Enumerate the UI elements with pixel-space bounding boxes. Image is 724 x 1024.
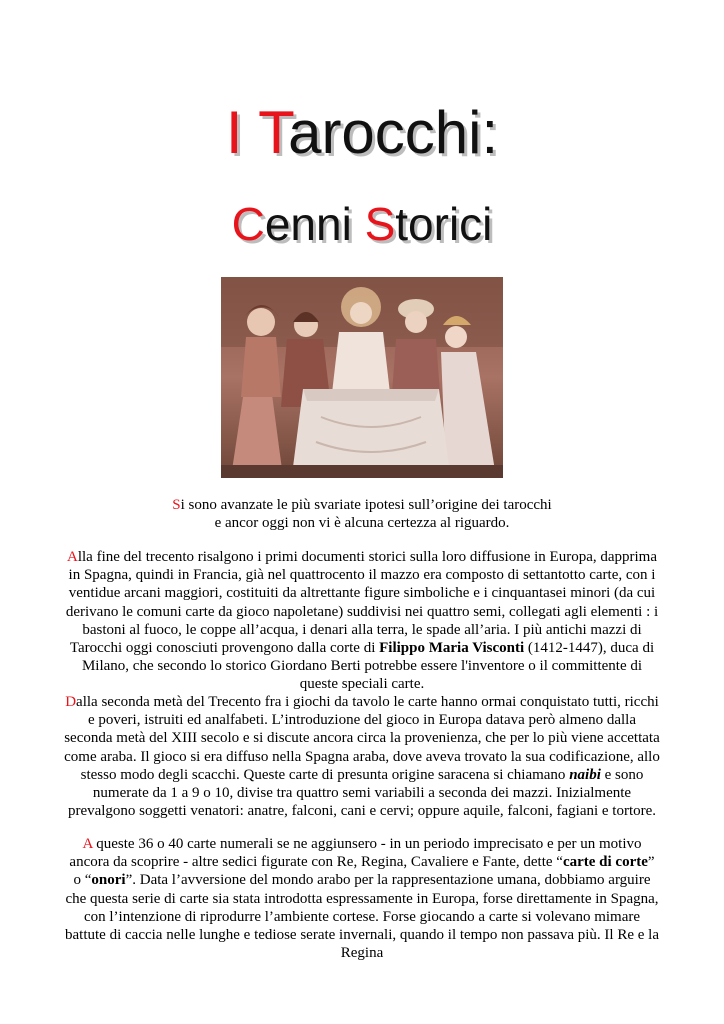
title-space <box>242 99 258 166</box>
drop-initial: S <box>172 497 181 513</box>
bold-term: carte di corte <box>562 854 648 871</box>
title-initial-i: I <box>225 99 243 166</box>
paragraph-court-cards <box>64 835 660 962</box>
paragraph-origins <box>64 548 660 694</box>
paragraph-text: ”. Data l’avversione del mondo arabo per la rappresentazione umana, dobbiamo arguire che questa serie di carte sia stata introdotta espressamente in Europa, forse direttamente in Spagna, con l’intenzione di riprodurre l’ambiente cortese. Forse giocando a carte si volevano mimare battute di caccia nelle lunghe e tediose serate invernali, quando il tempo non passava più. Il Re e la Regina <box>65 872 659 962</box>
drop-initial: A <box>66 549 78 565</box>
paragraph-naibi <box>64 693 660 820</box>
paragraph-text: queste 36 o 40 carte numerali se ne aggiunsero - in un periodo imprecisato e per un motivo ancora da scoprire - altre sedici figurate con Re, Regina, Cavaliere e Fante, dette “ <box>69 836 642 871</box>
paragraph-text: lla fine del trecento risalgono i primi documenti storici sulla loro diffusione in Europa, dapprima in Spagna, quindi in Francia, già nel quattrocento il mazzo era composto di settantotto carte, con i ventidue arcani maggiori, costituiti da altrettante figure simboliche e i cinquantasei minori (da cui derivano le comuni carte da gioco napoletane) suddivisi nei quattro semi, collegati agli elementi : i bastoni al fuoco, le coppe all’acqua, i denari alla terra, le spade all’aria. I più antichi mazzi di Tarocchi oggi conosciuti provengono dalla corte di <box>65 549 659 657</box>
fresco-icon <box>221 277 503 478</box>
subtitle-initial-c: C <box>231 198 265 250</box>
paragraph-text: ” o “ <box>73 854 655 889</box>
drop-initial: D <box>65 694 77 710</box>
bold-term: onori <box>91 872 126 889</box>
paragraph-text: alla seconda metà del Trecento fra i giochi da tavolo le carte hanno ormai conquistato tutti, ricchi e poveri, istruiti ed analfabeti. L’introduzione del gioco in Europa datava però almeno dalla seconda metà del XIII secolo e si discute ancora circa la provenienza, che per lo più viene accettata come araba. Il gioco si era diffuso nella Spagna araba, dove aveva trovato la sua codificazione, allo stesso modo degli scacchi. Queste carte di presunta origine saracena si chiamano <box>64 694 660 783</box>
paragraph-text: (1412-1447), duca di Milano, che secondo lo storico Giordano Berti potrebbe essere l'inventore o il committente di queste speciali carte. <box>81 640 655 693</box>
paragraph-text: e sono numerate da 1 a 9 o 10, divise tra quattro semi variabili a seconda dei mazzi. Inizialmente prevalgono soggetti venatori: anatre, falconi, cani e cervi; oppure aquile, falconi, fagiani e tortore. <box>67 766 657 820</box>
subtitle-rest-1: enni <box>264 198 365 250</box>
title-rest: arocchi: <box>288 99 499 166</box>
page-subtitle <box>0 196 724 252</box>
page-title <box>0 98 724 168</box>
subtitle-initial-s: S <box>364 198 396 250</box>
paragraph-text: e ancor oggi non vi è alcuna certezza al riguardo. <box>214 515 510 532</box>
drop-initial: A <box>82 836 93 852</box>
paragraph-text: i sono avanzate le più svariate ipotesi sull’origine dei tarocchi <box>180 497 552 513</box>
subtitle-rest-2: torici <box>395 198 493 250</box>
bold-name: Filippo Maria Visconti <box>379 640 525 657</box>
title-initial-t: T <box>258 99 289 166</box>
fresco-image <box>221 277 503 478</box>
paragraph-intro <box>64 496 660 532</box>
bold-italic-term: naibi <box>569 766 601 783</box>
